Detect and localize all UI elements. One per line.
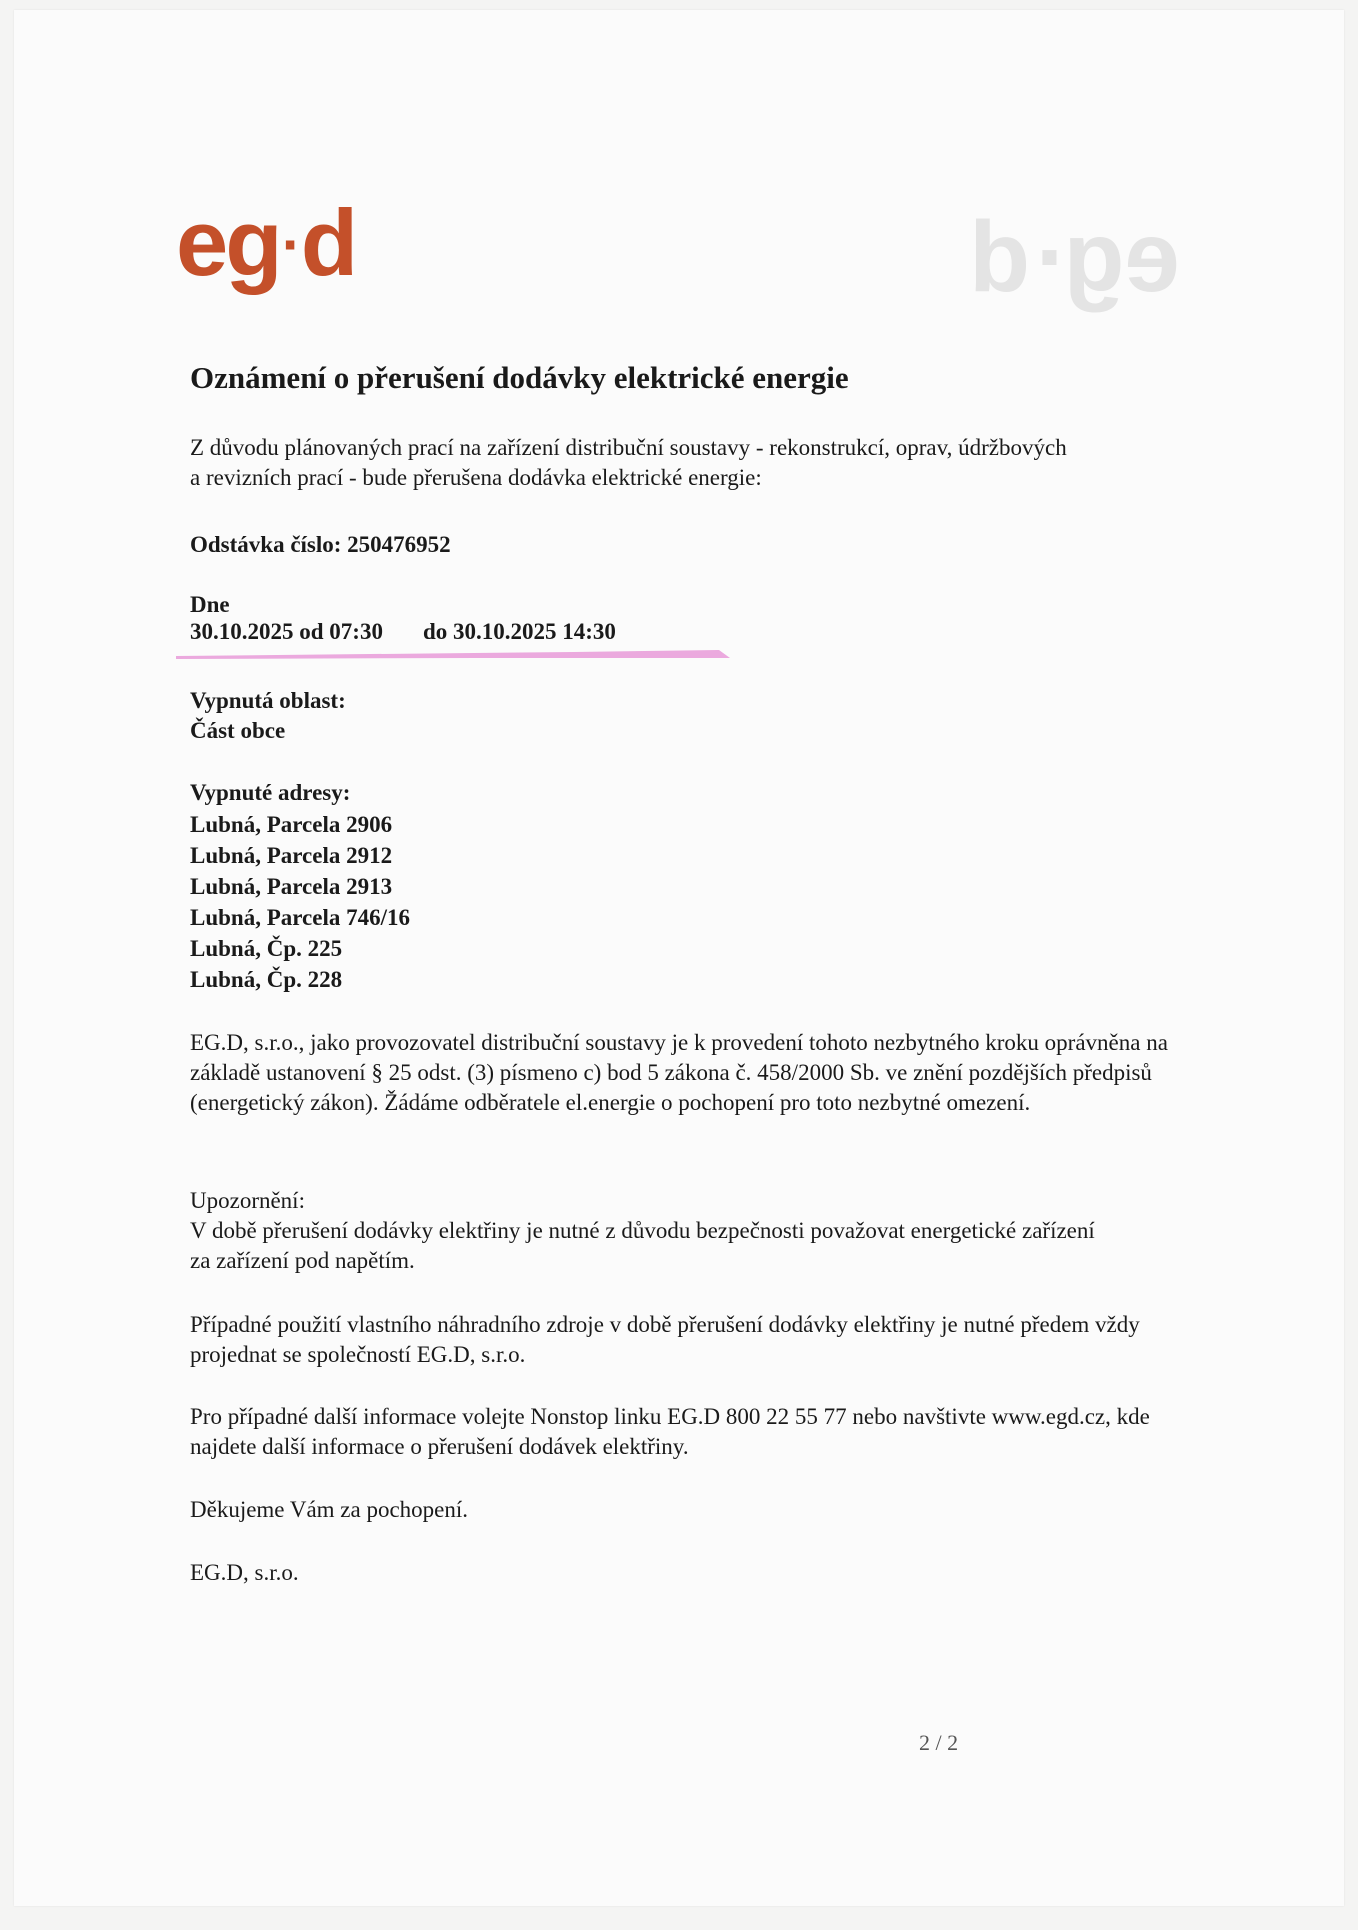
highlight-marker (174, 648, 734, 660)
logo-eg: eg (176, 190, 280, 295)
area-label: Vypnutá oblast: (190, 688, 346, 713)
list-item: Lubná, Parcela 746/16 (190, 905, 411, 930)
intro-paragraph: Z důvodu plánovaných prací na zařízení distribuční soustavy - rekonstrukcí, oprav, údržbových a revizních prací - bude přerušena dodávka elektrické energie: (190, 435, 1067, 490)
show-through-logo: eg·d (969, 201, 1181, 313)
day-label: Dne (190, 592, 230, 617)
addresses-label: Vypnuté adresy: (190, 780, 351, 805)
list-item: Lubná, Parcela 2913 (190, 874, 393, 899)
thanks-line: Děkujeme Vám za pochopení. (190, 1497, 469, 1522)
list-item: Lubná, Čp. 225 (190, 936, 343, 961)
list-item: Lubná, Parcela 2912 (190, 843, 393, 868)
outage-number: Odstávka číslo: 250476952 (190, 532, 451, 557)
backup-source-paragraph: Případné použití vlastního náhradního zdroje v době přerušení dodávky elektřiny je nutné předem vždy projednat se společností EG.D, s.r.o. (190, 1312, 1140, 1367)
logo-dot: · (281, 211, 299, 278)
address-list (190, 809, 410, 995)
area-value: Část obce (190, 718, 286, 743)
page-number: 2 / 2 (919, 1730, 959, 1755)
document-page (14, 10, 1344, 1906)
warning-text: V době přerušení dodávky elektřiny je nutné z důvodu bezpečnosti považovat energetické zařízení za zařízení pod napětím. (190, 1218, 1095, 1273)
outage-from: 30.10.2025 od 07:30 (190, 619, 383, 644)
list-item: Lubná, Parcela 2906 (190, 812, 393, 837)
page-title: Oznámení o přerušení dodávky elektrické energie (190, 360, 849, 395)
egd-logo (176, 190, 356, 295)
logo-d: d (300, 190, 356, 295)
warning-label: Upozornění: (190, 1188, 305, 1213)
list-item: Lubná, Čp. 228 (190, 967, 343, 992)
outage-to: do 30.10.2025 14:30 (422, 619, 616, 644)
outage-dates (190, 619, 616, 645)
signature: EG.D, s.r.o. (190, 1560, 299, 1585)
contact-paragraph: Pro případné další informace volejte Nonstop linku EG.D 800 22 55 77 nebo navštivte www.egd.cz, kde najdete další informace o přerušení dodávek elektřiny. (190, 1404, 1150, 1459)
legal-paragraph: EG.D, s.r.o., jako provozovatel distribuční soustavy je k provedení tohoto nezbytného kroku oprávněna na základě ustanovení § 25 odst. (3) písmeno c) bod 5 zákona č. 458/2000 Sb. ve znění pozdějších předpisů (energetický zákon). Žádáme odběratele el.energie o pochopení pro toto nezbytné omezení. (190, 1030, 1168, 1115)
